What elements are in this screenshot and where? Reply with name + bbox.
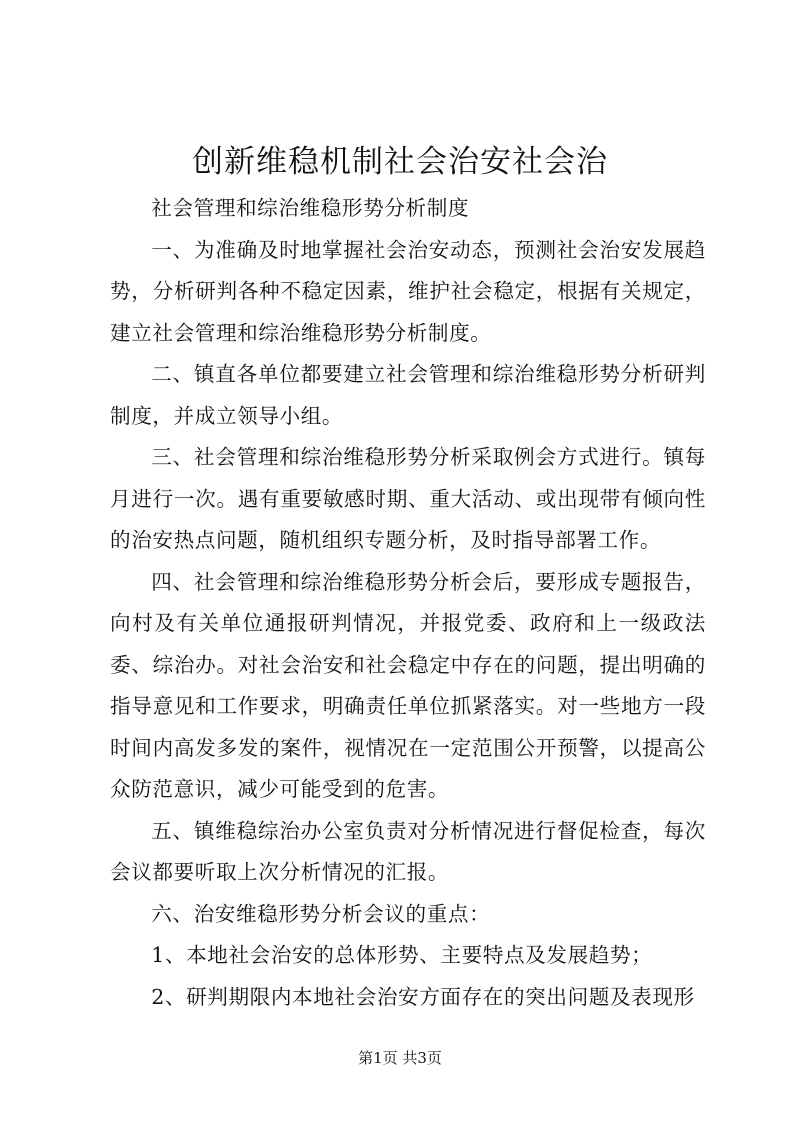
list-item-2: 2、研判期限内本地社会治安方面存在的突出问题及表现形 bbox=[151, 984, 695, 1009]
paragraph-2: 二、镇直各单位都要建立社会管理和综治维稳形势分析研判制度，并成立领导小组。 bbox=[110, 362, 706, 428]
paragraph-1: 一、为准确及时地掌握社会治安动态，预测社会治安发展趋势，分析研判各种不稳定因素，维护社会稳定，根据有关规定，建立社会管理和综治维稳形势分析制度。 bbox=[110, 237, 706, 345]
page-number-footer: 第1页 共3页 bbox=[358, 1049, 442, 1067]
list-item-1: 1、本地社会治安的总体形势、主要特点及发展趋势； bbox=[151, 943, 653, 967]
document-title: 创新维稳机制社会治安社会治 bbox=[192, 144, 608, 180]
paragraph-3: 三、社会管理和综治维稳形势分析采取例会方式进行。镇每月进行一次。遇有重要敏感时期、重大活动、或出现带有倾向性的治安热点问题，随机组织专题分析，及时指导部署工作。 bbox=[110, 445, 706, 552]
paragraph-subtitle: 社会管理和综治维稳形势分析制度 bbox=[151, 196, 470, 220]
document-body bbox=[110, 188, 706, 1018]
paragraph-4: 四、社会管理和综治维稳形势分析会后，要形成专题报告，向村及有关单位通报研判情况，并报党委、政府和上一级政法委、综治办。对社会治安和社会稳定中存在的问题，提出明确的指导意见和工作要求，明确责任单位抓紧落实。对一些地方一段时间内高发多发的案件，视情况在一定范围公开预警，以提高公众防范意识，减少可能受到的危害。 bbox=[110, 569, 706, 801]
paragraph-5: 五、镇维稳综治办公室负责对分析情况进行督促检查，每次会议都要听取上次分析情况的汇报。 bbox=[110, 818, 706, 884]
paragraph-6: 六、治安维稳形势分析会议的重点： bbox=[151, 901, 491, 926]
